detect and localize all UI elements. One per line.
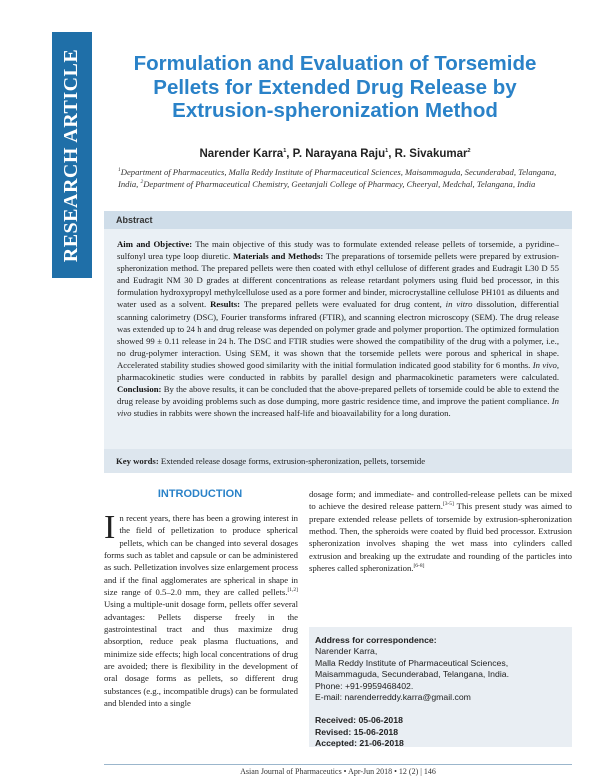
- dropcap: I: [104, 512, 116, 546]
- intro-right-column: [309, 488, 572, 588]
- intro-right-text-b: This present study was aimed to prepare extended release pellets of torsemide by extrusion-spheronization method. Then, the spheroids were coated by fluid bed processor. Extrusion spheronization involves shaping the wet mass into cylinders called extrusion and breaking up the extrudate and rounding of the particles into spheres called spheronization.: [309, 501, 572, 574]
- author-1-affil: 1: [283, 148, 287, 155]
- results-text-a: The prepared pellets were evaluated for drug content,: [240, 299, 446, 310]
- correspondence-institute: Malla Reddy Institute of Pharmaceutical Sciences,: [315, 657, 509, 668]
- abstract-box: [104, 211, 572, 473]
- revised-date: Revised: 15-06-2018: [315, 726, 399, 737]
- aim-label: Aim and Objective:: [117, 239, 193, 249]
- author-1: Narender Karra: [199, 148, 284, 160]
- conclusion-text-a: By the above results, it can be concluded that the above-prepared pellets of torsemide could be able to extend the drug release by avoiding problems such as dose dumping, more gastric residence time, and improve the patient compliance.: [117, 384, 559, 407]
- in-vivo-term-1: In vivo: [532, 359, 557, 370]
- intro-left-text-b: Using a multiple-unit dosage form, pellets offer several advantages: Pellets disperse freely in the gastrointestinal tract and thus maximize drug absorption, reduce peak plasma fluctuations, and minimize side effects; high local concentrations of drug are avoided; there is flexibility in the development of oral dosage forms as pellets, so different drug substances (e.g., incompatible drugs) can be formulated and blended into a single: [104, 599, 298, 709]
- affiliations: [118, 166, 578, 191]
- keywords-label: Key words:: [116, 456, 159, 466]
- footer-divider: [104, 764, 572, 765]
- results-text-c: , pharmacokinetic studies were conducted in rabbits by parallel design and pharmacokinetic parameters were calculated.: [117, 359, 559, 383]
- in-vivo-term-2: In vivo: [117, 396, 559, 419]
- correspondence-phone: Phone: +91-9959468402.: [315, 680, 414, 691]
- intro-ref-1: [1,2]: [287, 587, 298, 594]
- intro-right-text-a: dosage form; and immediate- and controlled-release pellets can be mixed to achieve the desired release pattern.: [309, 489, 572, 512]
- affil-2-text: Department of Pharmaceutical Chemistry, Geetanjali College of Pharmacy, Cheeryal, Medchal, Telangana, India: [143, 179, 536, 190]
- correspondence-box: [309, 627, 572, 747]
- abstract-body: [104, 229, 572, 419]
- in-vitro-term: in vitro: [445, 299, 473, 310]
- article-dates: [315, 715, 566, 749]
- conclusion-text-b: studies in rabbits were shown the increased half-life and bioavailability for a long duration.: [131, 408, 451, 419]
- abstract-heading: Abstract: [104, 211, 572, 229]
- author-2: , P. Narayana Raju: [286, 148, 386, 160]
- correspondence-address: Maisammaguda, Secunderabad, Telangana, India.: [315, 669, 509, 680]
- methods-label: Materials and Methods:: [232, 251, 324, 262]
- conclusion-label: Conclusion:: [117, 384, 162, 395]
- author-2-affil: 1: [385, 148, 389, 155]
- affil-1-text: Department of Pharmaceutics, Malla Reddy Institute of Pharmaceutical Sciences, Maisammaguda, Secunderabad, Telangana, India,: [118, 167, 557, 190]
- aim-text: The main objective of this study was to formulate extended release pellets of torsemide, a pyridine–sulfonyl urea type loop diuretic.: [117, 239, 559, 262]
- correspondence-email: E-mail: narenderreddy.karra@gmail.com: [315, 692, 471, 703]
- correspondence-heading: Address for correspondence:: [315, 635, 437, 645]
- article-type-text: RESEARCH ARTICLE: [60, 48, 83, 262]
- article-title: Formulation and Evaluation of Torsemide Pellets for Extended Drug Release by Extrusion-spheronization Method: [133, 52, 537, 122]
- intro-left-text-a: n recent years, there has been a growing interest in the field of pelletization to produce spherical pellets, which can be changed into several dosages forms such as tablet and capsule or can be administered as such. Pelletization involves size enlargement process and if the final agglomerates are spherical in shape in size range of 0.5–2.0 mm, they are called pellets.: [104, 513, 298, 598]
- intro-ref-3: [6-8]: [413, 563, 425, 570]
- introduction-heading: INTRODUCTION: [157, 488, 243, 500]
- keywords-box: [104, 449, 572, 473]
- affil-2-marker: 2: [140, 179, 144, 186]
- author-3-affil: 2: [467, 148, 471, 155]
- correspondence-name: Narender Karra,: [315, 646, 378, 657]
- intro-ref-2: [3-5]: [442, 501, 454, 508]
- results-label: Results:: [210, 299, 241, 310]
- author-list: [100, 148, 570, 160]
- article-type-label: [52, 32, 92, 278]
- methods-text: The preparations of torsemide pellets were prepared by extrusion-spheronization method. The prepared pellets were then coated with ethyl cellulose of different grades and Eudragit L30 D 55 and Eudragit NM 30 D grades at different concentrations as release retardant polymers using fluid bed processor, in this formulation hydroxypropyl methylcellulose used as a pore former and binder, microcrystalline cellulose PH101 as diluents and water used as a solvent.: [117, 251, 559, 310]
- received-date: Received: 05-06-2018: [315, 715, 403, 726]
- affil-1-marker: 1: [118, 167, 121, 174]
- keywords-text: Extended release dosage forms, extrusion-spheronization, pellets, torsemide: [158, 456, 426, 466]
- results-text-b: dissolution, differential scanning calorimetry (DSC), Fourier transforms infrared (FTIR), and scanning electron microscopy (SEM). The drug release was extended up to 24 h and drug release was depended on polymer grade and polymer proportion. The optimized formulation showed 99 ± 0.11 release in 24 h. The DSC and FTIR studies were showed the compatibility of the drug with a polymer, i.e., no drug-polymer interaction. Using SEM, it was shown that the torsemide pellets were porous and spherical in shape. Accelerated stability studies showed good similarity with the initial formulation indicated good stability for 6 months.: [117, 299, 560, 370]
- intro-left-column: [104, 512, 298, 758]
- journal-footer: Asian Journal of Pharmaceutics • Apr-Jun 2018 • 12 (2) | 146: [240, 767, 436, 776]
- author-3: , R. Sivakumar: [388, 148, 468, 160]
- accepted-date: Accepted: 21-06-2018: [315, 738, 404, 749]
